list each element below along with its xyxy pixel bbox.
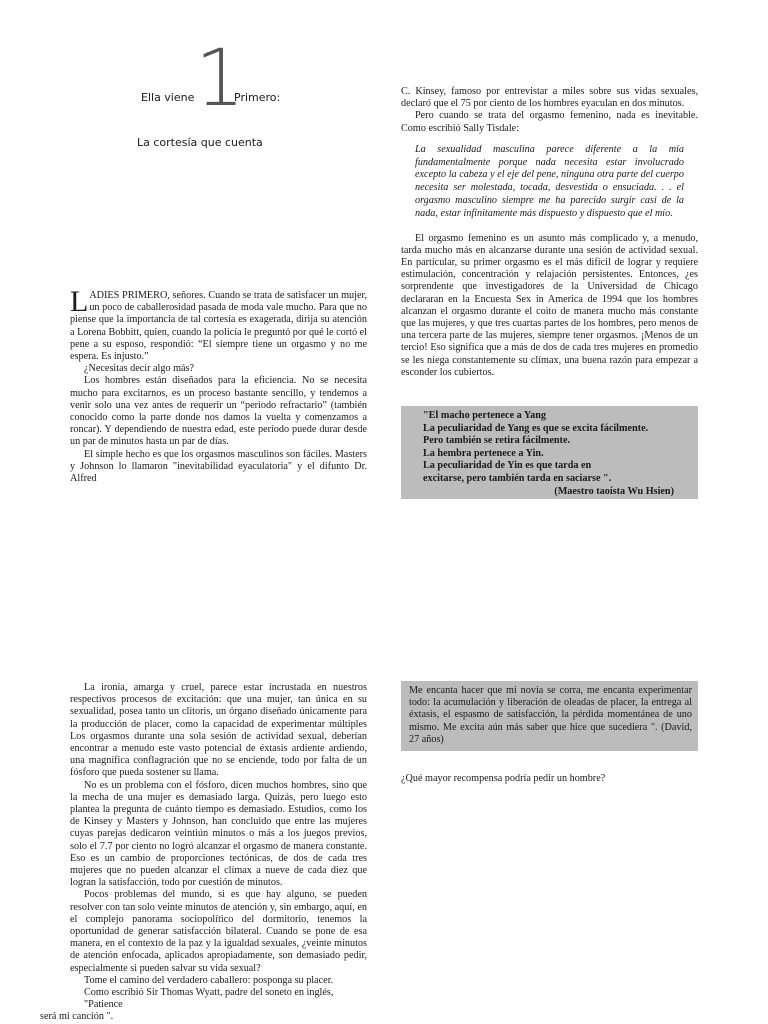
- right-column-top: [401, 86, 698, 379]
- quote-attribution: (Maestro taoísta Wu Hsien): [554, 485, 674, 497]
- opening-paragraph: LADIES PRIMERO, señores. Cuando se trata de satisfacer un mujer, un poco de caballerosidad pasada de moda vale mucho. Para que no piense que la importancia de tal cortesía es exagerada, dirija su atención a Lorena Bobbitt, quien, cuando la policía le preguntó por qué le cortó el pene a su esposo, respondió: “El siempre tiene un orgasmo y no me espera. Es injusto.”: [70, 285, 367, 363]
- quote-line: La peculiaridad de Yang es que se excita fácilmente.: [423, 422, 649, 434]
- chapter-title-right: Primero:: [234, 91, 281, 104]
- paragraph: Pocos problemas del mundo, si es que hay alguno, se pueden resolver con tan solo veinte minutos de atención y, sin embargo, aquí, en el complejo panorama sociopolítico del dormitorio, tenemos la oportunidad de generar satisfacción bilateral. Cuando se pone de esa manera, en el contexto de la paz y la igualdad sexuales, ¿veinte minutos de atención enfocada, aplicados apropiadamente, son demasiado pedir, especialmente si pueden salvar su vida sexual?: [70, 889, 367, 974]
- paragraph: será mi canción ".: [40, 1011, 114, 1023]
- chapter-subtitle: La cortesía que cuenta: [137, 136, 263, 149]
- chapter-title-left: Ella viene: [141, 91, 195, 104]
- quote-line: La peculiaridad de Yin es que tarda en: [423, 460, 592, 472]
- paragraph: ¿Necesitas decir algo más?: [84, 363, 195, 375]
- closing-question: ¿Qué mayor recompensa podría pedir un hombre?: [401, 773, 606, 784]
- paragraph: La ironía, amarga y cruel, parece estar incrustada en nuestros respectivos procesos de excitación: que una mujer, tan única en su sexualidad, posea tanto un clítoris, un órgano diseñado únicamente para la producción de placer, como la capacidad de experimentar múltiples Los orgasmos durante una sola sesión de actividad sexual, deberían encontrar a menudo este vasto potencial de éxtasis ardiente ardiendo, una magnífica conflagración que no se enciende, todo por falta de un fósforo que pueda sostener su llama.: [70, 682, 367, 779]
- quote-line: Pero también se retira fácilmente.: [423, 435, 571, 447]
- chapter-number: 1: [195, 34, 245, 124]
- paragraph: "Patience: [84, 999, 123, 1011]
- paragraph: El orgasmo femenino es un asunto más complicado y, a menudo, tarda mucho más en alcanzarse durante una sesión de actividad sexual. En particular, su primer orgasmo es el más difícil de lograr y requiere estimulación, concentración y relajación persistentes. Entonces, ¿es sorprendente que investigadores de la Universidad de Chicago declararan en la Encuesta Sex in America de 1994 que los hombres alcanzan el orgasmo durante el coito de manera mucho más constante que las mujeres, y que tres cuartas partes de los hombres, pero menos de una tercera parte de las mujeres, siempre tener orgasmos. ¡Menos de un tercio! Eso significa que a más de dos de cada tres mujeres en promedio se les niega constantemente su clímax, una buena razón para empezar a esconder los cubiertos.: [401, 232, 698, 378]
- paragraph: El simple hecho es que los orgasmos masculinos son fáciles. Masters y Johnson lo llamaron "inevitabilidad eyaculatoria" y el difunto Dr. Alfred: [70, 448, 367, 485]
- paragraph: Tome el camino del verdadero caballero: posponga su placer.: [84, 974, 334, 986]
- paragraph: Pero cuando se trata del orgasmo femenino, nada es inevitable. Como escribió Sally Tisdale:: [401, 110, 698, 134]
- taoist-quote-lines: [401, 406, 698, 498]
- paragraph: Como escribió Sir Thomas Wyatt, padre del soneto en inglés,: [84, 987, 334, 999]
- paragraph: Los hombres están diseñados para la eficiencia. No se necesita mucho para excitarnos, es un proceso bastante sencillo, y tendemos a venir solo una vez antes de requerir un “periodo refractario” (también conocido como la parte donde nos damos la vuelta y comenzamos a roncar). Y dependiendo de nuestra edad, este período puede durar desde un par de minutos hasta un par de días.: [70, 375, 367, 448]
- paragraph: No es un problema con el fósforo, dicen muchos hombres, sino que la mecha de una mujer es demasiado larga. Quizás, pero luego esto plantea la pregunta de cuánto tiempo es demasiado. Estudios, como los de Kinsey y Masters y Johnson, han concluido que entre las mujeres cuyas parejas dedicaron veintiún minutos o más a los juegos previos, solo el 7.7 por ciento no logró alcanzar el orgasmo de manera constante. Eso es un cambio de proporciones tectónicas, de dos de cada tres mujeres que no pueden alcanzar el clímax a nueve de cada diez que logran la satisfacción, todo por cuestión de minutos.: [70, 779, 367, 889]
- testimonial-box: [401, 681, 698, 751]
- testimonial-text: Me encanta hacer que mi novia se corra, me encanta experimentar todo: la acumulación y liberación de oleadas de placer, la entrega al éxtasis, el espasmo de satisfacción, la pérdida momentánea de uno mismo. Me excita aún más saber que hice que sucediera ". (David, 27 años): [409, 685, 692, 745]
- left-column-bottom: [40, 682, 367, 1024]
- quote-line: excitarse, pero también tarda en saciarse ".: [423, 472, 612, 484]
- drop-cap: L: [70, 285, 89, 318]
- paragraph: C. Kinsey, famoso por entrevistar a miles sobre sus vidas sexuales, declaró que el 75 por ciento de los hombres eyaculan en dos minutos.: [401, 86, 698, 110]
- block-quote: La sexualidad masculina parece diferente a la mía fundamentalmente porque nada necesita estar involucrado excepto la cabeza y el eje del pene, ninguna otra parte del cuerpo necesita ser molestada, tocada, desvestida o ensuciada. . . el orgasmo masculino siempre me ha parecido surgir casi de la nada, estar infinitamente más dispuesto y dispuesto que el mío.: [415, 143, 684, 219]
- left-column-top: [70, 285, 367, 485]
- taoist-quote-box: [401, 406, 698, 499]
- quote-line: La hembra pertenece a Yin.: [423, 447, 544, 459]
- quote-line: "El macho pertenece a Yang: [423, 410, 546, 421]
